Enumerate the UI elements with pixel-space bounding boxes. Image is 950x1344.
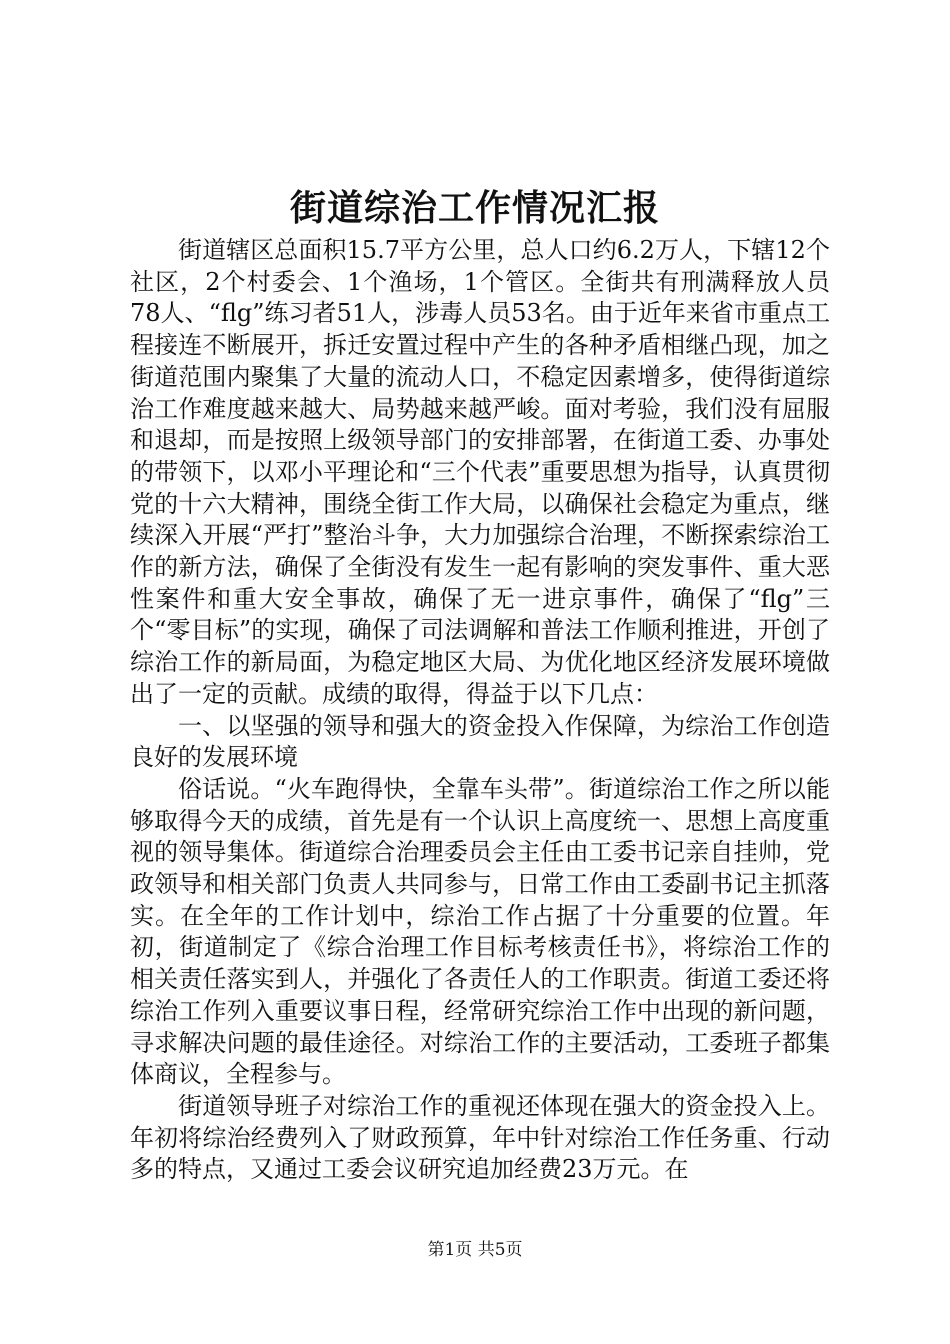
section-heading-1: 一、以坚强的领导和强大的资金投入作保障，为综治工作创造良好的发展环境 <box>130 711 830 772</box>
paragraph-intro: 街道辖区总面积15.7平方公里，总人口约6.2万人，下辖12个社区，2个村委会、1个渔场，1个管区。全街共有刑满释放人员78人、“flg”练习者51人，涉毒人员53名。由于近年来省市重点工程接连不断展开，拆迁安置过程中产生的各种矛盾相继凸现，加之街道范围内聚集了大量的流动人口，不稳定因素增多，使得街道综治工作难度越来越大、局势越来越严峻。面对考验，我们没有屈服和退却，而是按照上级领导部门的安排部署，在街道工委、办事处的带领下，以邓小平理论和“三个代表”重要思想为指导，认真贯彻党的十六大精神，围绕全街工作大局，以确保社会稳定为重点，继续深入开展“严打”整治斗争，大力加强综合治理，不断探索综治工作的新方法，确保了全街没有发生一起有影响的突发事件、重大恶性案件和重大安全事故，确保了无一进京事件，确保了“flg”三个“零目标”的实现，确保了司法调解和普法工作顺利推进，开创了综治工作的新局面，为稳定地区大局、为优化地区经济发展环境做出了一定的贡献。成绩的取得，得益于以下几点： <box>130 236 830 708</box>
page-footer: 第1页 共5页 <box>427 1240 523 1260</box>
paragraph-funding: 街道领导班子对综治工作的重视还体现在强大的资金投入上。年初将综治经费列入了财政预算，年中针对综治工作任务重、行动多的特点，又通过工委会议研究追加经费23万元。在 <box>130 1091 830 1184</box>
document-body <box>130 235 830 1186</box>
paragraph-leadership: 俗话说。“火车跑得快，全靠车头带”。街道综治工作之所以能够取得今天的成绩，首先是有一个认识上高度统一、思想上高度重视的领导集体。街道综合治理委员会主任由工委书记亲自挂帅，党政领导和相关部门负责人共同参与，日常工作由工委副书记主抓落实。在全年的工作计划中，综治工作占据了十分重要的位置。年初，街道制定了《综合治理工作目标考核责任书》，将综治工作的相关责任落实到人，并强化了各责任人的工作职责。街道工委还将综治工作列入重要议事日程，经常研究综治工作中出现的新问题，寻求解决问题的最佳途径。对综治工作的主要活动，工委班子都集体商议，全程参与。 <box>130 774 830 1089</box>
document-title: 街道综治工作情况汇报 <box>289 187 660 229</box>
